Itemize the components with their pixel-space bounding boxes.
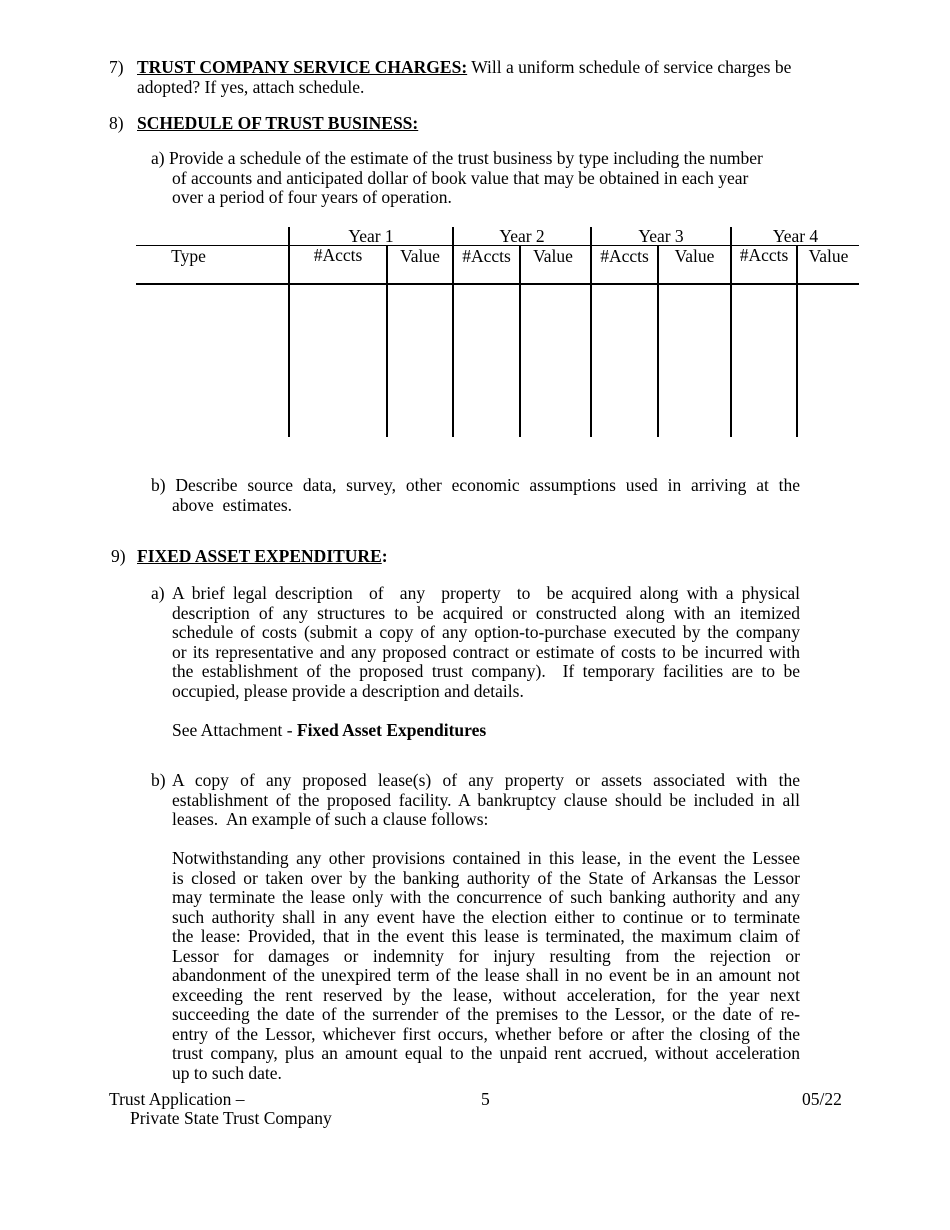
page-number: 5: [481, 1089, 490, 1109]
year-2-header: Year 2: [499, 226, 545, 246]
clause-line: up to such date.: [172, 1062, 282, 1083]
section-8-heading: SCHEDULE OF TRUST BUSINESS:: [137, 113, 419, 133]
year-1-value-header: Value: [400, 246, 440, 266]
year-4-accts-header: #Accts: [739, 245, 789, 265]
year-3-header: Year 3: [638, 226, 684, 246]
section-9a-line: A brief legal description of any property to be acquired along with a physical: [172, 583, 800, 603]
section-8a-line1: a) Provide a schedule of the estimate of the trust business by type including the number: [151, 148, 763, 168]
section-7-line1: [137, 58, 847, 78]
section-9b-line: leases. An example of such a clause follows:: [172, 809, 489, 829]
section-8b-line1: b) Describe source data, survey, other economic assumptions used in arriving at the: [151, 475, 800, 495]
section-8a-line3: over a period of four years of operation.: [172, 187, 452, 207]
table-vline: [657, 245, 659, 437]
clause-line: entry of the Lessor, whichever first occurs, whether before or after the closing of the: [172, 1023, 800, 1044]
section-9a-prefix: a): [151, 583, 165, 603]
section-8-number: 8): [109, 113, 124, 133]
section-7-number: 7): [109, 57, 124, 77]
clause-line: trust company, plus an amount equal to the unpaid rent accrued, without acceleration: [172, 1043, 800, 1063]
bankruptcy-clause: [172, 849, 800, 1083]
clause-line: the lease: Provided, that in the event this lease is terminated, the maximum claim of: [172, 926, 800, 946]
section-9b-prefix: b): [151, 770, 166, 790]
section-9b-line: A copy of any proposed lease(s) of any property or assets associated with the: [172, 770, 800, 790]
table-vline: [386, 245, 388, 437]
clause-line: may terminate the lease only with the concurrence of such banking authority and any: [172, 887, 800, 907]
section-7-heading: TRUST COMPANY SERVICE CHARGES:: [137, 57, 468, 77]
year-2-accts-header: #Accts: [462, 246, 511, 266]
section-7-line2: adopted? If yes, attach schedule.: [137, 77, 365, 97]
section-9b-line: establishment of the proposed facility. A bankruptcy clause should be included in all: [172, 789, 800, 810]
year-2-value-header: Value: [533, 246, 573, 266]
table-header-bottom-rule: [136, 283, 859, 285]
section-9a-line: description of any structures to be acquired or constructed along with an itemized: [172, 602, 800, 623]
section-9a-line: the establishment of the proposed trust company). If temporary facilities are to be: [172, 661, 800, 681]
section-9-heading-wrap: [137, 547, 388, 567]
year-4-header: Year 4: [772, 226, 819, 246]
clause-line: abandonment of the unexpired term of the lease shall in no event be in an amount not: [172, 965, 800, 985]
clause-line: such authority shall in any event have the election either to continue or to terminate: [172, 906, 800, 927]
see-attachment-title: Fixed Asset Expenditures: [296, 720, 487, 740]
year-4-value-header: Value: [808, 246, 849, 266]
see-attachment: [172, 721, 486, 741]
section-9-number: 9): [111, 546, 126, 566]
section-9-heading: FIXED ASSET EXPENDITURE: [137, 546, 382, 566]
year-1-accts-header: #Accts: [313, 245, 363, 265]
clause-line: is closed or taken over by the banking authority of the State of Arkansas the Lessor: [172, 867, 800, 888]
section-9a-body: [172, 584, 800, 701]
table-vline: [519, 245, 521, 437]
section-9a-line: schedule of costs (submit a copy of any option-to-purchase executed by the company: [172, 622, 800, 642]
section-7-text: Will a uniform schedule of service charges be: [467, 57, 792, 77]
footer-subtitle: Private State Trust Company: [130, 1108, 332, 1128]
footer-date: 05/22: [802, 1089, 842, 1109]
section-8a-line2: of accounts and anticipated dollar of book value that may be obtained in each year: [172, 168, 749, 188]
section-9-colon: :: [381, 546, 388, 566]
section-9a-line: or its representative and any proposed contract or estimate of costs to be incurred with: [172, 641, 800, 662]
section-9b-body: [172, 771, 800, 830]
clause-line: Notwithstanding any other provisions contained in this lease, in the event the Lessee: [172, 848, 800, 868]
footer-title: Trust Application –: [109, 1089, 245, 1109]
type-header: Type: [171, 246, 206, 266]
year-3-value-header: Value: [674, 246, 715, 266]
clause-line: exceeding the rent reserved by the lease, without acceleration, for the year next: [172, 984, 800, 1005]
year-3-accts-header: #Accts: [600, 246, 649, 266]
table-vline: [796, 245, 798, 437]
clause-line: succeeding the date of the surrender of the premises to the Lessor, or the date of re-: [172, 1004, 800, 1024]
section-9a-line: occupied, please provide a description and details.: [172, 680, 524, 701]
clause-line: Lessor for damages or indemnity for injury resulting from the rejection or: [172, 945, 800, 966]
section-8b-line2: above estimates.: [172, 495, 293, 515]
see-attachment-prefix: See Attachment -: [172, 720, 297, 740]
year-1-header: Year 1: [348, 226, 394, 246]
